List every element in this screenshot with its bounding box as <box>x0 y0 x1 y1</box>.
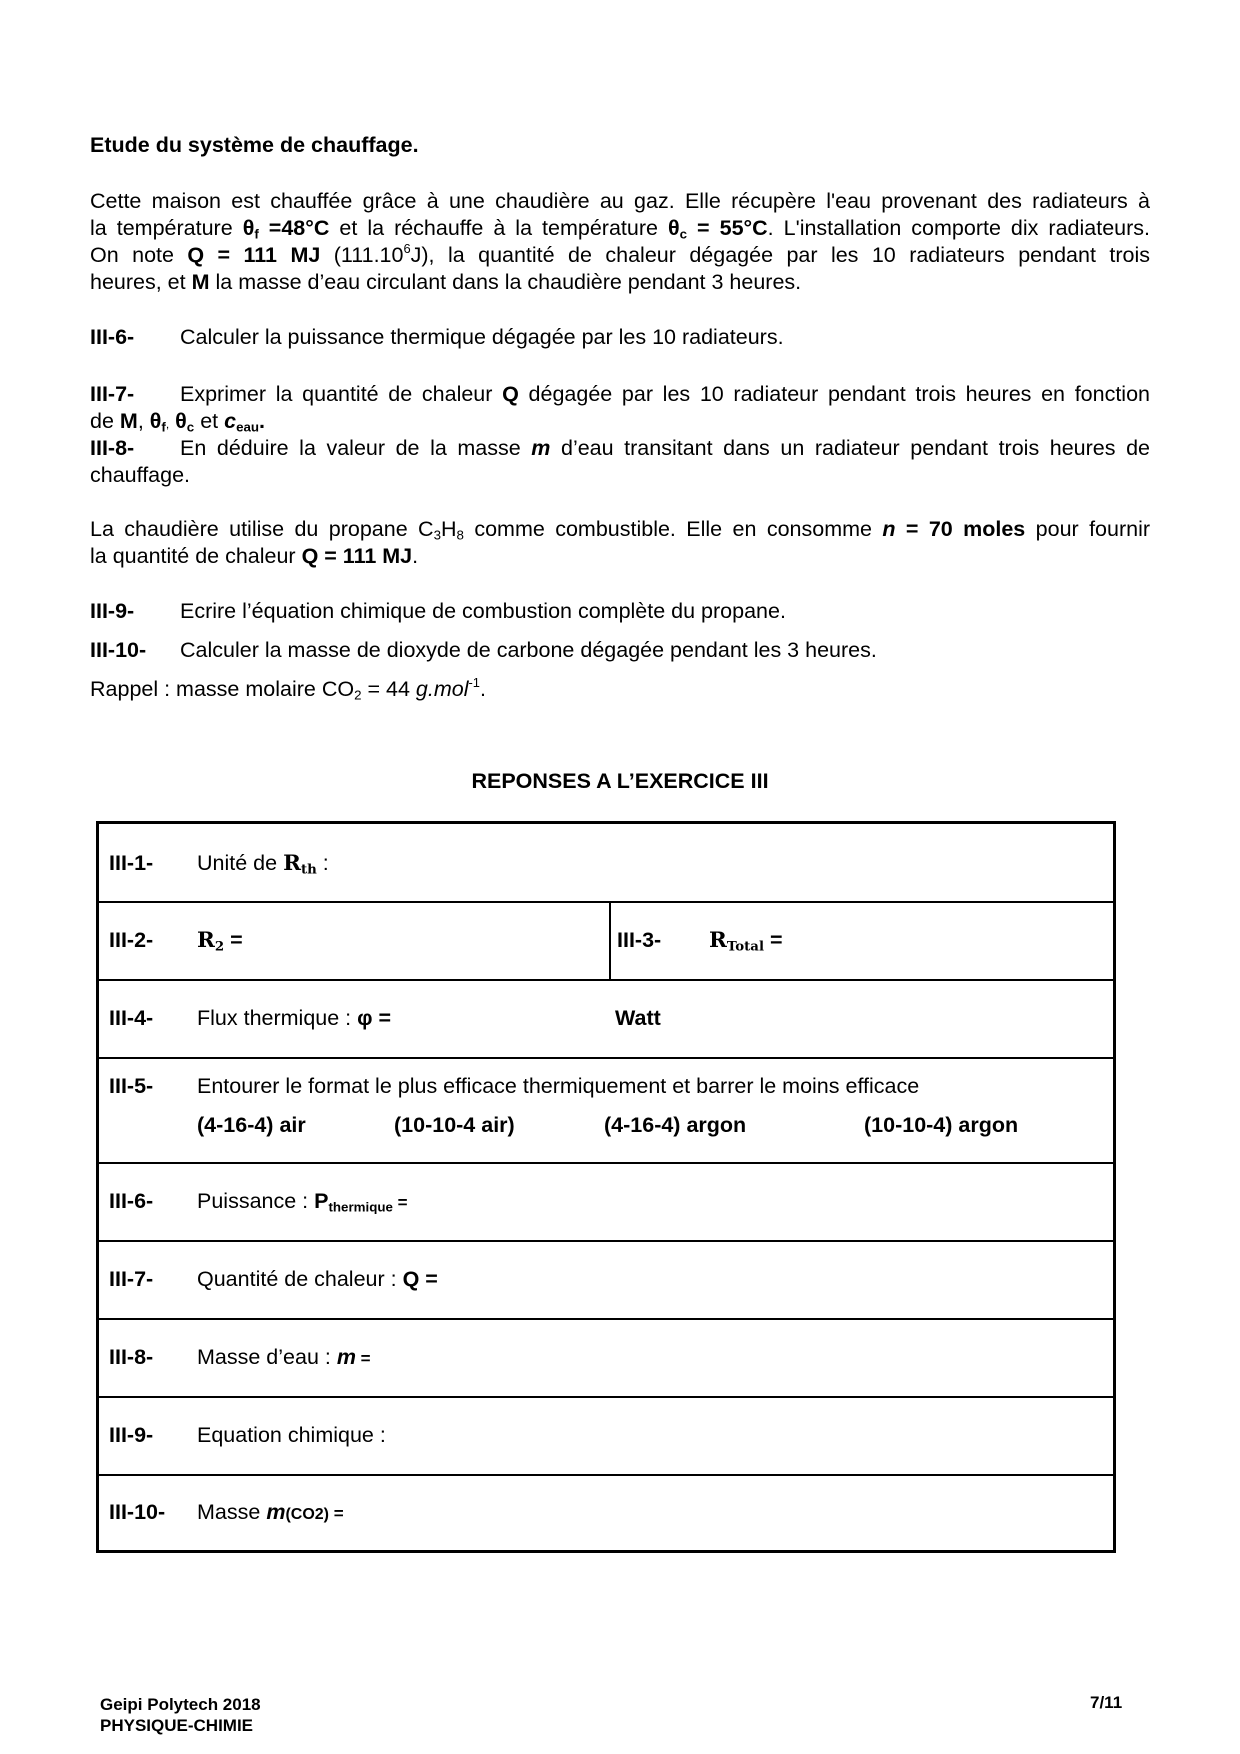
answer-row-iii-7: III-7- Quantité de chaleur : Q = <box>99 1240 1113 1320</box>
answer-field-iii-6[interactable]: Puissance : $P_{thermique}$ = <box>197 1189 408 1215</box>
page-number: 7/11 <box>1090 1693 1123 1712</box>
answer-field-iii-4[interactable]: Flux thermique : φ = <box>197 1006 392 1030</box>
answer-row-iii-9: III-9- Equation chimique : <box>99 1396 1113 1476</box>
answer-field-iii-7[interactable]: Quantité de chaleur : Q = <box>197 1267 438 1291</box>
footer-left <box>100 1694 261 1736</box>
question-iii-10: III-10- Calculer la masse de dioxyde de carbone dégagée pendant les 3 heures. <box>90 638 877 662</box>
footer-subject: PHYSIQUE-CHIMIE <box>100 1716 254 1735</box>
format-option-4[interactable]: (10-10-4) argon <box>864 1113 1019 1137</box>
unit-watt: Watt <box>615 1006 661 1030</box>
question-iii-7: III-7- Exprimer la quantité de chaleur Q dégagée par les 10 radiateur pendant trois heures en fonction de M, $\theta_f$, $\theta_c$ et $c_{eau}$. <box>90 382 1150 435</box>
intro-line-3: On note Q = 111 MJ (111.10$^6$J), la quantité de chaleur dégagée par les 10 radiateurs pendant trois <box>90 240 1150 267</box>
question-iii-6: III-6- Calculer la puissance thermique dégagée par les 10 radiateurs. <box>90 325 784 349</box>
answer-row-iii-1: III-1- Unité de $R_{th}$ : <box>99 824 1113 903</box>
answers-title: REPONSES A L’EXERCICE III <box>471 769 769 793</box>
format-option-1[interactable]: (4-16-4) air <box>197 1113 306 1137</box>
answer-row-iii-2-3: III-2- $R_2$ = III-3- $R_{Total}$ = <box>99 901 1113 981</box>
answer-row-iii-4: III-4- Flux thermique : φ = Watt <box>99 979 1113 1059</box>
format-option-2[interactable]: (10-10-4 air) <box>394 1113 515 1137</box>
answer-field-iii-8[interactable]: Masse d’eau : m = <box>197 1345 371 1369</box>
answer-row-iii-5: III-5- Entourer le format le plus efficace thermiquement et barrer le moins efficace (4-16-4) air (10-10-4 air) (4-16-4) argon (10-10-4) argon <box>99 1057 1113 1164</box>
intro-paragraph <box>90 188 1150 296</box>
section-heading: Etude du système de chauffage. <box>90 133 419 157</box>
answer-row-iii-10: III-10- Masse m(CO2) = <box>99 1474 1113 1550</box>
intro-line-1: Cette maison est chauffée grâce à une chaudière au gaz. Elle récupère l'eau provenant des radiateurs à <box>90 189 1150 213</box>
rappel-note: Rappel : masse molaire $CO_2 = 44$ g.mol$^{-1}$. <box>90 674 486 703</box>
intro-line-2: la température $\theta_f =48^\circ C$ et la réchauffe à la température $\theta_c = 55^\circ C$. L'installation comporte dix radiateurs. <box>90 216 1151 242</box>
answer-field-iii-2[interactable]: $R_2$ = <box>197 928 243 955</box>
answer-field-iii-3[interactable]: $R_{Total}$ = <box>709 928 783 955</box>
answer-field-iii-1[interactable]: Unité de $R_{th}$ : <box>197 851 329 878</box>
propane-paragraph: La chaudière utilise du propane $C_3H_8$ comme combustible. Elle en consomme n = 70 moles pour fournir la quantité de chaleur Q = 111 MJ. <box>90 517 1151 568</box>
answer-field-iii-10[interactable]: Masse m(CO2) = <box>197 1500 344 1524</box>
intro-line-4: heures, et M la masse d’eau circulant dans la chaudière pendant 3 heures. <box>90 270 802 294</box>
answer-row-iii-8: III-8- Masse d’eau : m = <box>99 1318 1113 1398</box>
answer-field-iii-9[interactable]: Equation chimique : <box>197 1423 386 1447</box>
format-option-3[interactable]: (4-16-4) argon <box>604 1113 747 1137</box>
question-iii-9: III-9- Ecrire l’équation chimique de combustion complète du propane. <box>90 599 786 623</box>
answer-row-iii-6: III-6- Puissance : $P_{thermique}$ = <box>99 1162 1113 1242</box>
answers-table <box>96 821 1116 1553</box>
column-divider <box>609 901 611 979</box>
footer-exam: Geipi Polytech 2018 <box>100 1695 261 1714</box>
question-iii-8: III-8- En déduire la valeur de la masse m d’eau transitant dans un radiateur pendant trois heures de chauffage. <box>90 436 1150 487</box>
